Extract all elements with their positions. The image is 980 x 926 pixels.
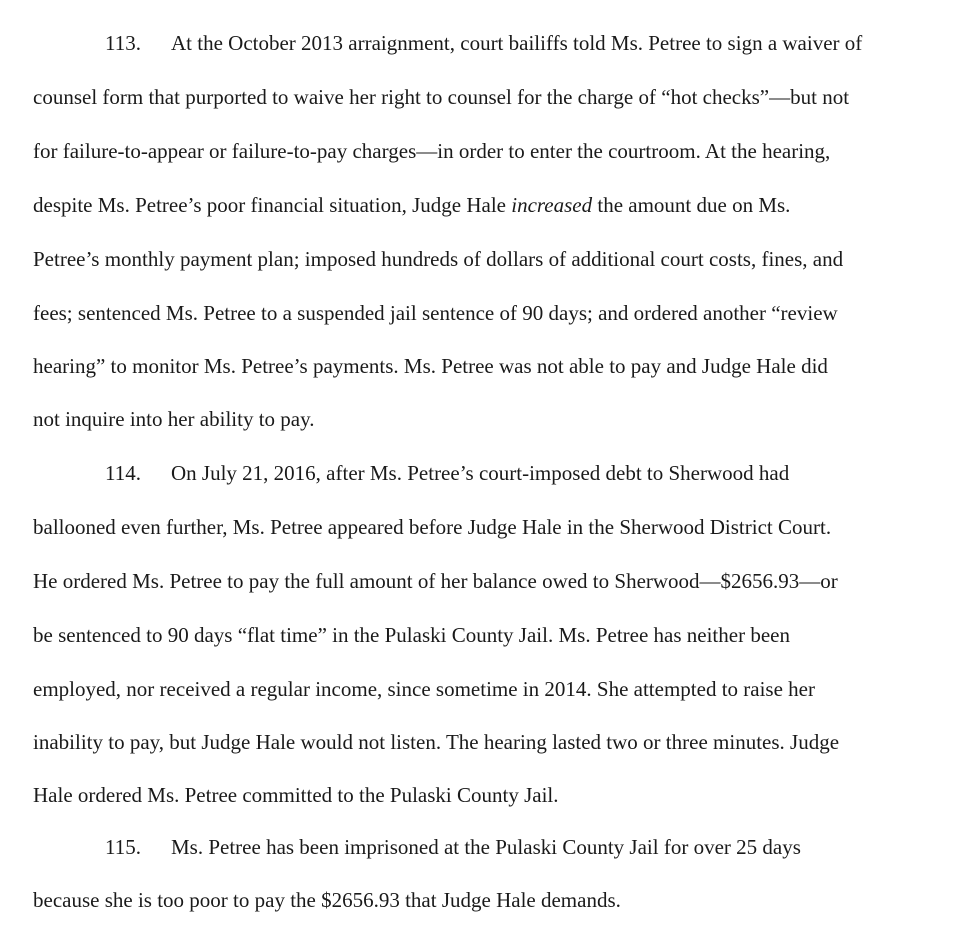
paragraph-text: At the October 2013 arraignment, court bailiffs told Ms. Petree to sign a waiver of	[171, 31, 863, 55]
paragraph-113-line-3: for failure-to-appear or failure-to-pay charges—in order to enter the courtroom. At the hearing,	[33, 139, 831, 163]
paragraph-number: 114.	[105, 461, 141, 485]
paragraph-113-line-5: Petree’s monthly payment plan; imposed hundreds of dollars of additional court costs, fines, and	[33, 247, 844, 271]
paragraph-113-line-6: fees; sentenced Ms. Petree to a suspended jail sentence of 90 days; and ordered another “review	[33, 301, 838, 325]
paragraph-number: 115.	[105, 835, 141, 859]
paragraph-114-line-6: inability to pay, but Judge Hale would not listen. The hearing lasted two or three minutes. Judge	[33, 730, 840, 754]
paragraph-114-line-1	[105, 460, 789, 486]
paragraph-113-line-8: not inquire into her ability to pay.	[33, 407, 315, 431]
paragraph-115-line-2: because she is too poor to pay the $2656.93 that Judge Hale demands.	[33, 888, 621, 912]
line-text-after: the amount due on Ms.	[592, 193, 791, 217]
paragraph-number: 113.	[105, 31, 141, 55]
line-text-before: despite Ms. Petree’s poor financial situation, Judge Hale	[33, 193, 512, 217]
paragraph-114-line-3: He ordered Ms. Petree to pay the full amount of her balance owed to Sherwood—$2656.93—or	[33, 569, 838, 593]
paragraph-114-line-5: employed, nor received a regular income, since sometime in 2014. She attempted to raise her	[33, 677, 815, 701]
paragraph-113-line-7: hearing” to monitor Ms. Petree’s payments. Ms. Petree was not able to pay and Judge Hale did	[33, 354, 828, 378]
emphasis-increased: increased	[511, 193, 593, 217]
paragraph-114-line-7: Hale ordered Ms. Petree committed to the Pulaski County Jail.	[33, 783, 559, 807]
paragraph-114-line-4: be sentenced to 90 days “flat time” in the Pulaski County Jail. Ms. Petree has neither been	[33, 623, 790, 647]
paragraph-115-line-1	[105, 834, 801, 860]
paragraph-text: Ms. Petree has been imprisoned at the Pulaski County Jail for over 25 days	[171, 835, 801, 859]
paragraph-113-line-2: counsel form that purported to waive her right to counsel for the charge of “hot checks”—but not	[33, 85, 850, 109]
paragraph-text: On July 21, 2016, after Ms. Petree’s court-imposed debt to Sherwood had	[171, 461, 790, 485]
paragraph-114-line-2: ballooned even further, Ms. Petree appeared before Judge Hale in the Sherwood District Court.	[33, 515, 832, 539]
paragraph-113-line-1	[105, 30, 862, 56]
paragraph-113-line-4	[33, 192, 790, 218]
